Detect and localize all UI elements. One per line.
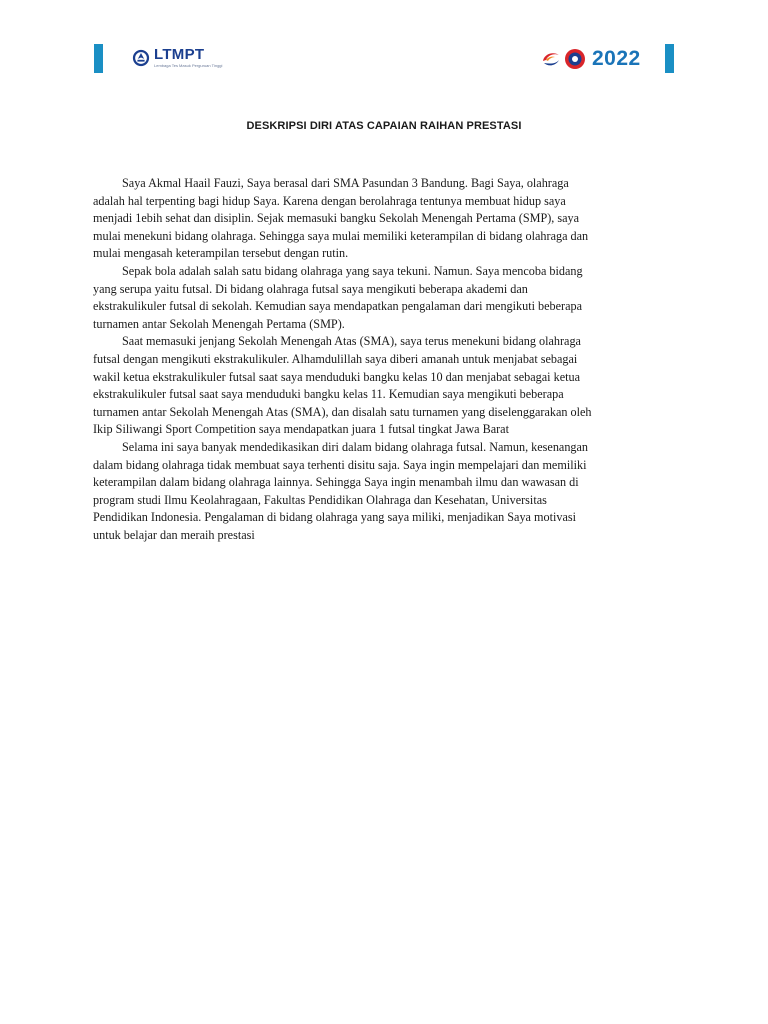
- paragraph-3: [93, 333, 675, 439]
- paragraph-line: Ikip Siliwangi Sport Competition saya mendapatkan juara 1 futsal tingkat Jawa Barat: [93, 422, 509, 437]
- header-left-accent-bar: [94, 44, 103, 73]
- swirl-logo-icon: [540, 48, 562, 70]
- paragraph-line: keterampilan dalam bidang olahraga lainnya. Sehingga Saya ingin menambah ilmu dan wawasan di: [93, 475, 579, 490]
- paragraph-line: Saat memasuki jenjang Sekolah Menengah Atas (SMA), saya terus menekuni bidang olahraga: [122, 334, 581, 349]
- paragraph-line: program studi Ilmu Keolahragaan, Fakultas Pendidikan Olahraga dan Kesehatan, Universitas: [93, 492, 547, 507]
- page-header: [0, 0, 768, 100]
- paragraph-4: [93, 439, 675, 545]
- paragraph-line: yang serupa yaitu futsal. Di bidang olahraga futsal saya mengikuti beberapa akademi dan: [93, 281, 528, 296]
- paragraph-line: ekstrakulikuler futsal di sekolah. Kemudian saya mendapatkan pengalaman dari mengikuti beberapa: [93, 299, 583, 314]
- badge-logo-icon: [564, 48, 586, 70]
- paragraph-line: ekstrakulikuler futsal saat saya menduduki bangku kelas 11. Kemudian saya mengikuti beberapa: [93, 387, 564, 402]
- paragraph-line: Pendidikan Indonesia. Pengalaman di bidang olahraga yang saya miliki, menjadikan Saya motivasi: [93, 510, 576, 525]
- year-label: 2022: [592, 47, 641, 70]
- paragraph-line: futsal dengan mengikuti ekstrakulikuler. Alhamdulillah saya diberi amanah untuk menjabat sebagai: [93, 351, 578, 366]
- paragraph-line: untuk belajar dan meraih prestasi: [93, 527, 255, 542]
- ltmpt-subtitle: Lembaga Tes Masuk Perguruan Tinggi: [154, 63, 223, 68]
- paragraph-line: adalah hal terpenting bagi hidup Saya. Karena dengan berolahraga tentunya membuat hidup saya: [93, 193, 566, 208]
- ltmpt-name: LTMPT: [154, 46, 205, 63]
- document-body: [93, 175, 675, 544]
- document-title: DESKRIPSI DIRI ATAS CAPAIAN RAIHAN PRESTASI: [246, 120, 522, 132]
- paragraph-line: Selama ini saya banyak mendedikasikan diri dalam bidang olahraga futsal. Namun, kesenangan: [122, 439, 589, 454]
- paragraph-line: mulai mengasah keterampilan tersebut dengan rutin.: [93, 246, 349, 261]
- paragraph-line: menjadi 1ebih sehat dan disiplin. Sejak memasuki bangku Sekolah Menengah Pertama (SMP), saya: [93, 211, 580, 226]
- paragraph-line: turnamen antar Sekolah Menengah Atas (SMA), dan disalah satu turnamen yang diselenggarakan oleh: [93, 404, 592, 419]
- paragraph-2: [93, 263, 675, 333]
- paragraph-line: dalam bidang olahraga tidak membuat saya terhenti disitu saja. Saya ingin mempelajari dan memiliki: [93, 457, 587, 472]
- ltmpt-logo: [132, 46, 222, 72]
- paragraph-line: wakil ketua ekstrakulikuler futsal saat saya menduduki bangku kelas 10 dan menjabat sebagai ketua: [93, 369, 581, 384]
- year-logo: [540, 46, 641, 72]
- paragraph-line: mulai menekuni bidang olahraga. Sehingga saya mulai memiliki keterampilan di bidang olahraga dan: [93, 228, 589, 243]
- tut-wuri-emblem-icon: [132, 49, 150, 67]
- paragraph-line: Sepak bola adalah salah satu bidang olahraga yang saya tekuni. Namun. Saya mencoba bidang: [122, 263, 583, 278]
- header-right-accent-bar: [665, 44, 674, 73]
- paragraph-1: [93, 175, 675, 263]
- paragraph-line: turnamen antar Sekolah Menengah Pertama (SMP).: [93, 316, 345, 331]
- paragraph-line: Saya Akmal Haail Fauzi, Saya berasal dari SMA Pasundan 3 Bandung. Bagi Saya, olahraga: [122, 176, 569, 190]
